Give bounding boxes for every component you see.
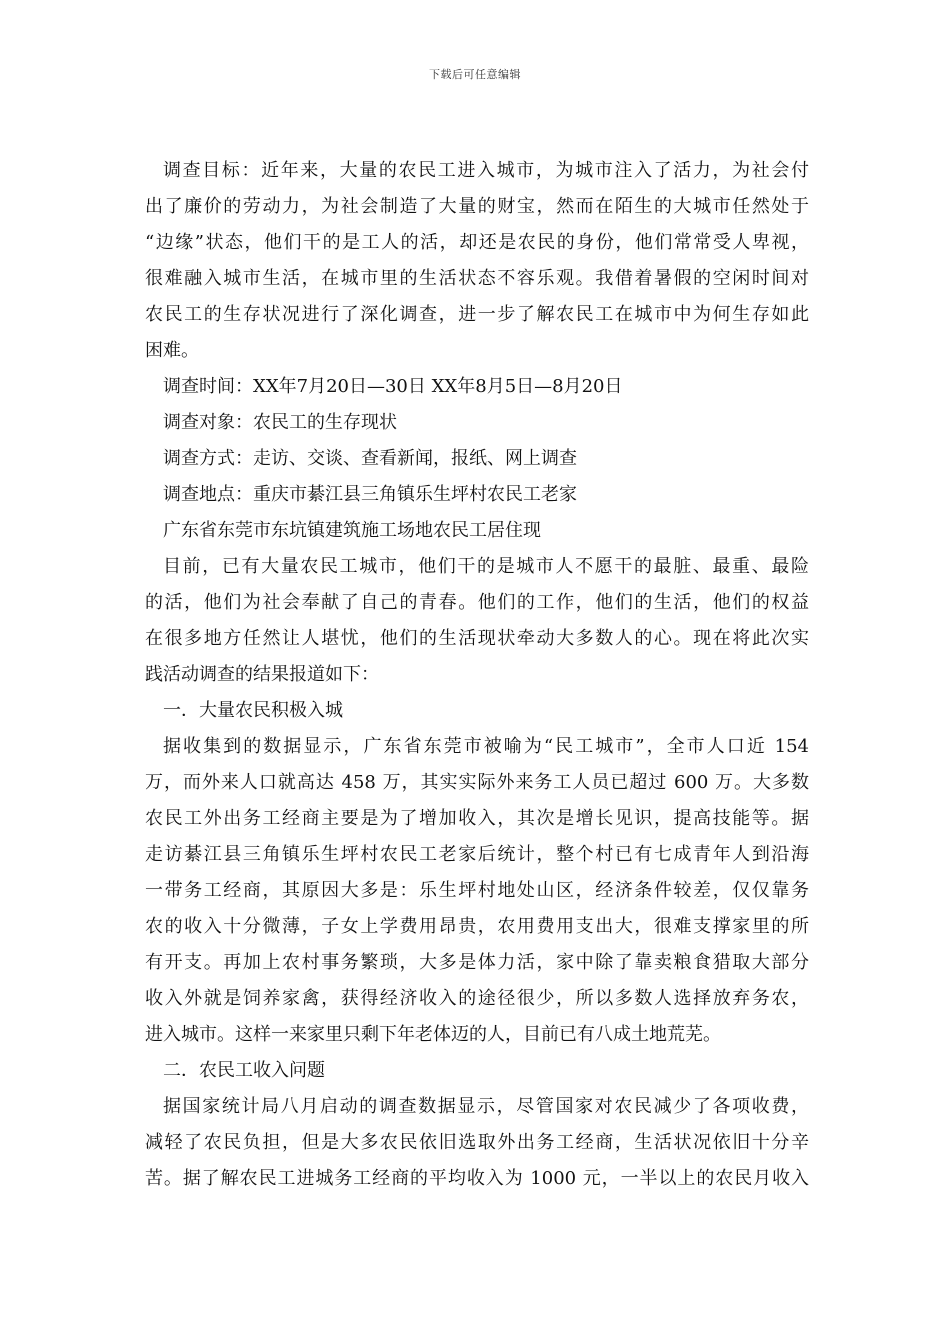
text-line: 出了廉价的劳动力，为社会制造了大量的财宝，然而在陌生的大城市任然处于 bbox=[145, 196, 809, 217]
header-note: 下载后可任意编辑 bbox=[429, 68, 521, 81]
text-line: 减轻了农民负担，但是大多农民依旧选取外出务工经商，生活状况依旧十分辛 bbox=[145, 1132, 809, 1153]
document-body bbox=[145, 153, 809, 1197]
text-line: 很难融入城市生活，在城市里的生活状态不容乐观。我借着暑假的空闲时间对 bbox=[145, 268, 809, 289]
text-line: 走访綦江县三角镇乐生坪村农民工老家后统计，整个村已有七成青年人到沿海 bbox=[145, 844, 809, 865]
text-line: 在很多地方任然让人堪忧，他们的生活现状牵动大多数人的心。现在将此次实 bbox=[145, 628, 809, 649]
text-line: 农民工外出务工经商主要是为了增加收入，其次是增长见识，提高技能等。据 bbox=[145, 808, 809, 829]
text-line: 农的收入十分微薄，子女上学费用昂贵，农用费用支出大，很难支撑家里的所 bbox=[145, 916, 809, 937]
text-line: 有开支。再加上农村事务繁琐，大多是体力活，家中除了靠卖粮食猎取大部分 bbox=[145, 952, 809, 973]
text-line: 的活，他们为社会奉献了自己的青春。他们的工作，他们的生活，他们的权益 bbox=[145, 592, 809, 613]
text-line: 践活动调查的结果报道如下： bbox=[145, 664, 379, 685]
text-line: 目前，已有大量农民工城市，他们干的是城市人不愿干的最脏、最重、最险 bbox=[163, 556, 809, 577]
text-line: 万，而外来人口就高达 458 万，其实实际外来务工人员已超过 600 万。大多数 bbox=[145, 772, 809, 793]
text-line: 收入外就是饲养家禽，获得经济收入的途径很少，所以多数人选择放弃务农， bbox=[145, 988, 809, 1009]
text-line: 苦。据了解农民工进城务工经商的平均收入为 1000 元，一半以上的农民月收入 bbox=[145, 1168, 809, 1189]
text-line: “边缘”状态，他们干的是工人的活，却还是农民的身份，他们常常受人卑视， bbox=[145, 232, 809, 253]
text-line: 调查目标：近年来，大量的农民工进入城市，为城市注入了活力，为社会付 bbox=[163, 160, 809, 181]
text-line: 调查地点：重庆市綦江县三角镇乐生坪村农民工老家 bbox=[163, 484, 577, 505]
text-line: 一．大量农民积极入城 bbox=[163, 700, 343, 721]
text-line: 一带务工经商，其原因大多是：乐生坪村地处山区，经济条件较差，仅仅靠务 bbox=[145, 880, 809, 901]
text-line: 困难。 bbox=[145, 340, 199, 361]
text-line: 调查方式：走访、交谈、查看新闻，报纸、网上调查 bbox=[163, 448, 577, 469]
text-line: 农民工的生存状况进行了深化调查，进一步了解农民工在城市中为何生存如此 bbox=[145, 304, 809, 325]
text-line: 据收集到的数据显示，广东省东莞市被喻为“民工城市”，全市人口近 154 bbox=[163, 736, 809, 757]
text-line: 进入城市。这样一来家里只剩下年老体迈的人，目前已有八成土地荒芜。 bbox=[145, 1024, 721, 1045]
text-line: 广东省东莞市东坑镇建筑施工场地农民工居住现 bbox=[163, 520, 541, 541]
text-line: 调查对象：农民工的生存现状 bbox=[163, 412, 397, 433]
text-line: 二．农民工收入问题 bbox=[163, 1060, 325, 1081]
text-line: 调查时间：XX年7月20日—30日 XX年8月5日—8月20日 bbox=[163, 376, 623, 397]
text-line: 据国家统计局八月启动的调查数据显示，尽管国家对农民减少了各项收费， bbox=[163, 1096, 809, 1117]
